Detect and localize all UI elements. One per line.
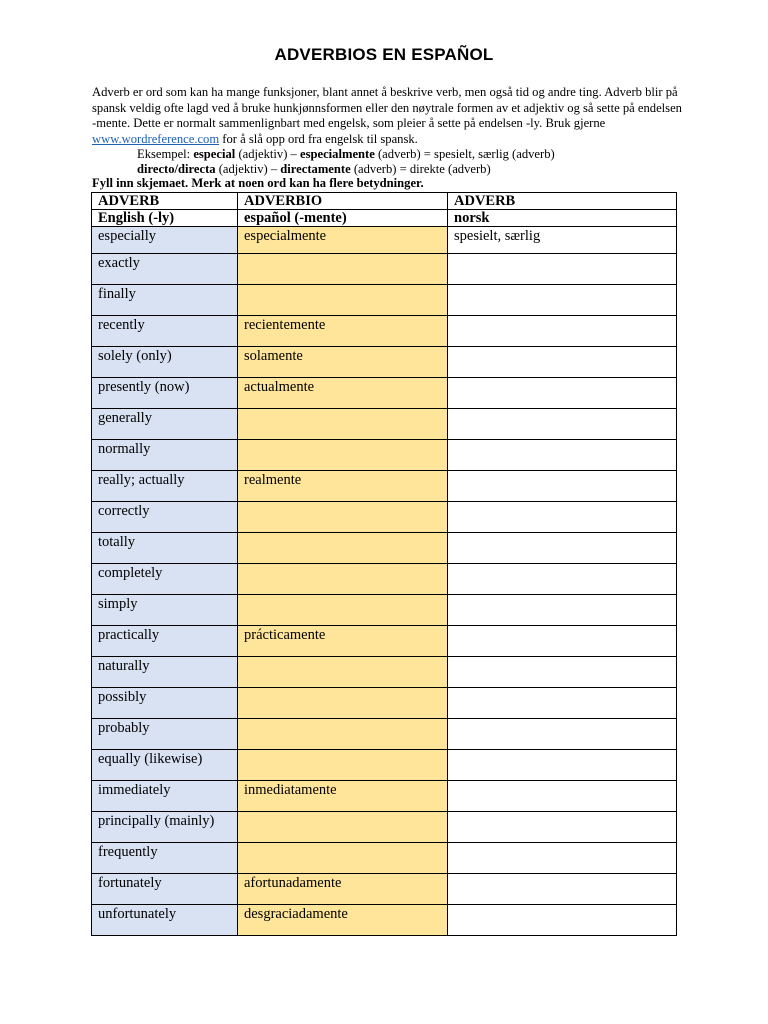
example-adverb: especialmente	[300, 147, 375, 161]
norwegian-cell[interactable]	[448, 564, 677, 595]
intro-paragraph	[92, 85, 682, 147]
spanish-cell[interactable]: desgraciadamente	[238, 905, 448, 936]
table-row	[92, 905, 677, 936]
english-cell: correctly	[92, 502, 238, 533]
norwegian-cell[interactable]	[448, 316, 677, 347]
table-row	[92, 657, 677, 688]
english-cell: immediately	[92, 781, 238, 812]
spanish-cell[interactable]	[238, 440, 448, 471]
table-row	[92, 227, 677, 254]
table-row	[92, 874, 677, 905]
page-title: ADVERBIOS EN ESPAÑOL	[274, 45, 494, 64]
spanish-cell[interactable]: inmediatamente	[238, 781, 448, 812]
norwegian-cell[interactable]	[448, 905, 677, 936]
example-meaning: (adverb) = spesielt, særlig (adverb)	[374, 147, 555, 161]
table-row	[92, 564, 677, 595]
table-row	[92, 781, 677, 812]
table-row	[92, 347, 677, 378]
norwegian-cell[interactable]	[448, 347, 677, 378]
column-header: ADVERB	[92, 193, 238, 210]
norwegian-cell[interactable]	[448, 595, 677, 626]
norwegian-cell[interactable]	[448, 843, 677, 874]
english-cell: equally (likewise)	[92, 750, 238, 781]
english-cell: totally	[92, 533, 238, 564]
table-row	[92, 626, 677, 657]
column-header: norsk	[448, 210, 677, 227]
table-row	[92, 378, 677, 409]
spanish-cell[interactable]: solamente	[238, 347, 448, 378]
table-row	[92, 471, 677, 502]
english-cell: recently	[92, 316, 238, 347]
example-mid: (adjektiv) –	[235, 147, 300, 161]
spanish-cell[interactable]	[238, 750, 448, 781]
english-cell: normally	[92, 440, 238, 471]
english-cell: exactly	[92, 254, 238, 285]
english-cell: possibly	[92, 688, 238, 719]
intro-text-2: for å slå opp ord fra engelsk til spansk.	[219, 131, 418, 146]
english-cell: unfortunately	[92, 905, 238, 936]
column-header: English (-ly)	[92, 210, 238, 227]
spanish-cell[interactable]: realmente	[238, 471, 448, 502]
spanish-cell[interactable]	[238, 719, 448, 750]
norwegian-cell[interactable]	[448, 254, 677, 285]
norwegian-cell[interactable]	[448, 657, 677, 688]
table-row	[92, 440, 677, 471]
table-row	[92, 502, 677, 533]
english-cell: frequently	[92, 843, 238, 874]
norwegian-cell[interactable]	[448, 502, 677, 533]
norwegian-cell[interactable]	[448, 719, 677, 750]
spanish-cell[interactable]: recientemente	[238, 316, 448, 347]
spanish-cell[interactable]: especialmente	[238, 227, 448, 254]
column-header: español (-mente)	[238, 210, 448, 227]
wordreference-link[interactable]: www.wordreference.com	[92, 131, 220, 146]
english-cell: solely (only)	[92, 347, 238, 378]
english-cell: principally (mainly)	[92, 812, 238, 843]
norwegian-cell[interactable]	[448, 440, 677, 471]
table-row	[92, 254, 677, 285]
norwegian-cell[interactable]	[448, 471, 677, 502]
english-cell: completely	[92, 564, 238, 595]
instruction-text: Fyll inn skjemaet. Merk at noen ord kan ha flere betydninger.	[92, 176, 424, 190]
spanish-cell[interactable]: prácticamente	[238, 626, 448, 657]
spanish-cell[interactable]	[238, 688, 448, 719]
table-row	[92, 719, 677, 750]
english-cell: simply	[92, 595, 238, 626]
english-cell: presently (now)	[92, 378, 238, 409]
spanish-cell[interactable]: actualmente	[238, 378, 448, 409]
example-mid: (adjektiv) –	[215, 162, 281, 176]
norwegian-cell[interactable]	[448, 533, 677, 564]
column-header: ADVERBIO	[238, 193, 448, 210]
intro-text-1: Adverb er ord som kan ha mange funksjoner, blant annet å beskrive verb, men også tid og andre ting. Adverb blir på spansk veldig ofte lagd ved å bruke hunkjønnsformen eller den nøytrale formen av et adjektiv og så sette på endelsen -mente. Dette er normalt sammenlignbart med engelsk, som pleier å sette på endelsen -ly. Bruk gjerne	[92, 85, 682, 131]
header-row	[92, 193, 677, 210]
example-adjective: directo/directa	[137, 162, 216, 176]
example-lead: Eksempel:	[137, 147, 194, 161]
english-cell: finally	[92, 285, 238, 316]
example-adjective: especial	[193, 147, 236, 161]
english-cell: generally	[92, 409, 238, 440]
table-row	[92, 688, 677, 719]
table-row	[92, 750, 677, 781]
example-meaning: (adverb) = direkte (adverb)	[350, 162, 491, 176]
spanish-cell[interactable]	[238, 285, 448, 316]
spanish-cell[interactable]	[238, 595, 448, 626]
english-cell: really; actually	[92, 471, 238, 502]
spanish-cell[interactable]	[238, 254, 448, 285]
header-row	[92, 210, 677, 227]
spanish-cell[interactable]	[238, 843, 448, 874]
spanish-cell[interactable]	[238, 812, 448, 843]
table-row	[92, 409, 677, 440]
norwegian-cell[interactable]	[448, 750, 677, 781]
column-header: ADVERB	[448, 193, 677, 210]
adverb-table	[91, 192, 677, 936]
table-row	[92, 812, 677, 843]
table-row	[92, 595, 677, 626]
norwegian-cell[interactable]	[448, 781, 677, 812]
spanish-cell[interactable]	[238, 657, 448, 688]
norwegian-cell[interactable]	[448, 874, 677, 905]
spanish-cell[interactable]	[238, 533, 448, 564]
example-line-1	[137, 147, 555, 163]
spanish-cell[interactable]	[238, 409, 448, 440]
example-adverb: directamente	[280, 162, 351, 176]
norwegian-cell[interactable]	[448, 812, 677, 843]
table-row	[92, 316, 677, 347]
english-cell: especially	[92, 227, 238, 254]
table-row	[92, 533, 677, 564]
english-cell: probably	[92, 719, 238, 750]
spanish-cell[interactable]	[238, 564, 448, 595]
english-cell: naturally	[92, 657, 238, 688]
norwegian-cell[interactable]	[448, 626, 677, 657]
norwegian-cell[interactable]	[448, 688, 677, 719]
norwegian-cell[interactable]	[448, 409, 677, 440]
norwegian-cell[interactable]	[448, 378, 677, 409]
table-row	[92, 285, 677, 316]
english-cell: practically	[92, 626, 238, 657]
norwegian-cell[interactable]	[448, 285, 677, 316]
norwegian-cell[interactable]: spesielt, særlig	[448, 227, 677, 254]
spanish-cell[interactable]: afortunadamente	[238, 874, 448, 905]
spanish-cell[interactable]	[238, 502, 448, 533]
table-row	[92, 843, 677, 874]
english-cell: fortunately	[92, 874, 238, 905]
